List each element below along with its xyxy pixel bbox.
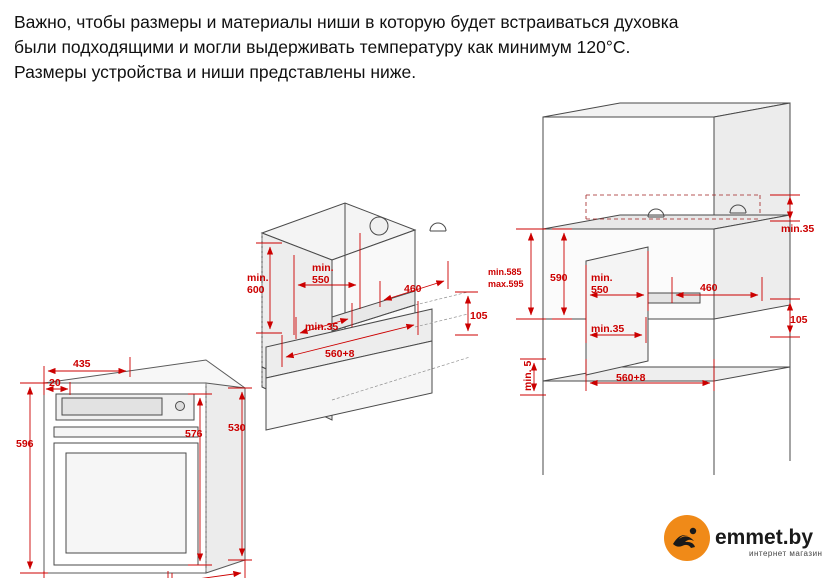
dim-nc-min35: min.35 (591, 323, 625, 335)
dim-460: 460 (404, 283, 422, 295)
dim-nc-560-8: 560+8 (616, 372, 646, 384)
dim-435: 435 (73, 358, 91, 370)
dim-min35: min.35 (305, 321, 339, 333)
figure-niche-column (488, 103, 814, 475)
dim-min600-label1: min. (247, 272, 269, 284)
dim-596: 596 (16, 438, 34, 450)
dim-nc-105: 105 (790, 314, 808, 326)
intro-line-1: Важно, чтобы размеры и материалы ниши в которую будет встраиваться духовка (14, 12, 679, 32)
dim-576: 576 (185, 428, 203, 440)
dim-105: 105 (470, 310, 488, 322)
dim-min585: min.585 (488, 267, 522, 277)
dim-max595: max.595 (488, 279, 524, 289)
dim-nc-460: 460 (700, 282, 718, 294)
dim-nc-min35-top: min.35 (781, 223, 815, 235)
intro-line-2: были подходящими и могли выдерживать температуру как минимум 120°C. (14, 36, 631, 57)
site-logo[interactable] (663, 510, 828, 568)
logo-name: emmet.by (715, 526, 814, 549)
dim-min550-label2: 550 (312, 274, 330, 286)
dim-min550-label1: min. (312, 262, 334, 274)
dim-nc-min550-l1: min. (591, 272, 613, 284)
logo-bee-head-icon (690, 528, 696, 534)
dim-530: 530 (228, 422, 246, 434)
intro-line-3: Размеры устройства и ниши представлены ниже. (14, 61, 417, 82)
intro-text-block (14, 10, 824, 85)
dim-20: 20 (49, 377, 61, 389)
dim-nc-min550-l2: 550 (591, 284, 609, 296)
technical-drawing (0, 95, 840, 578)
dim-590: 590 (550, 272, 568, 284)
dim-nc-min5: min. 5 (522, 360, 534, 391)
dim-560-8: 560+8 (325, 348, 355, 360)
logo-tagline: интернет магазин (749, 549, 823, 558)
figure-front-view (16, 357, 252, 578)
dim-min600-label2: 600 (247, 284, 265, 296)
figure-niche-under-counter (247, 203, 488, 435)
